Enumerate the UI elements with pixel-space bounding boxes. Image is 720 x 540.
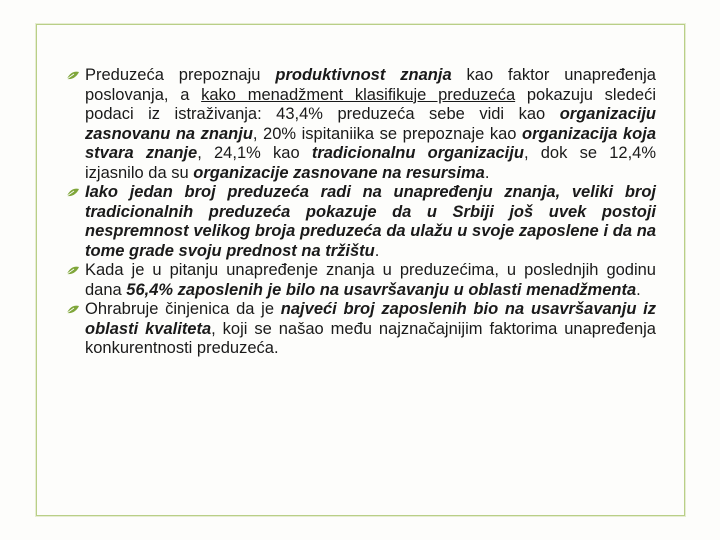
bullet-text: Kada je u pitanju unapređenje znanja u preduzećima, u poslednjih godinu dana 56,4% zaposlenih je bilo na usavršavanju u oblasti menadžmenta. bbox=[85, 261, 656, 299]
leaf-bullet-icon bbox=[66, 304, 80, 316]
bullet-item bbox=[66, 261, 656, 300]
bullet-list bbox=[66, 66, 656, 359]
leaf-bullet-icon bbox=[66, 70, 80, 82]
leaf-bullet-icon bbox=[66, 265, 80, 277]
bullet-text: Iako jedan broj preduzeća radi na unapređenju znanja, veliki broj tradicionalnih preduzeća pokazuje da u Srbiji još uvek postoji nespremnost velikog broja preduzeća da ulažu u svoje zaposlene i da na tome grade svoju prednost na tržištu. bbox=[85, 183, 656, 260]
bullet-item bbox=[66, 66, 656, 183]
bullet-item bbox=[66, 300, 656, 359]
bullet-item bbox=[66, 183, 656, 261]
leaf-bullet-icon bbox=[66, 187, 80, 199]
bullet-text: Ohrabruje činjenica da je najveći broj zaposlenih bio na usavršavanju iz oblasti kvaliteta, koji se našao među najznačajnijim faktorima unapređenja konkurentnosti preduzeća. bbox=[85, 300, 657, 357]
bullet-text: Preduzeća prepoznaju produktivnost znanja kao faktor unapređenja poslovanja, a kako menadžment klasifikuje preduzeća pokazuju sledeći podaci iz istraživanja: 43,4% preduzeća sebe vidi kao organizaciju zasnovanu na znanju, 20% ispitaniika se prepoznaje kao organizacija koja stvara znanje, 24,1% kao tradicionalnu organizaciju, dok se 12,4% izjasnilo da su organizacije zasnovane na resursima. bbox=[85, 66, 657, 182]
